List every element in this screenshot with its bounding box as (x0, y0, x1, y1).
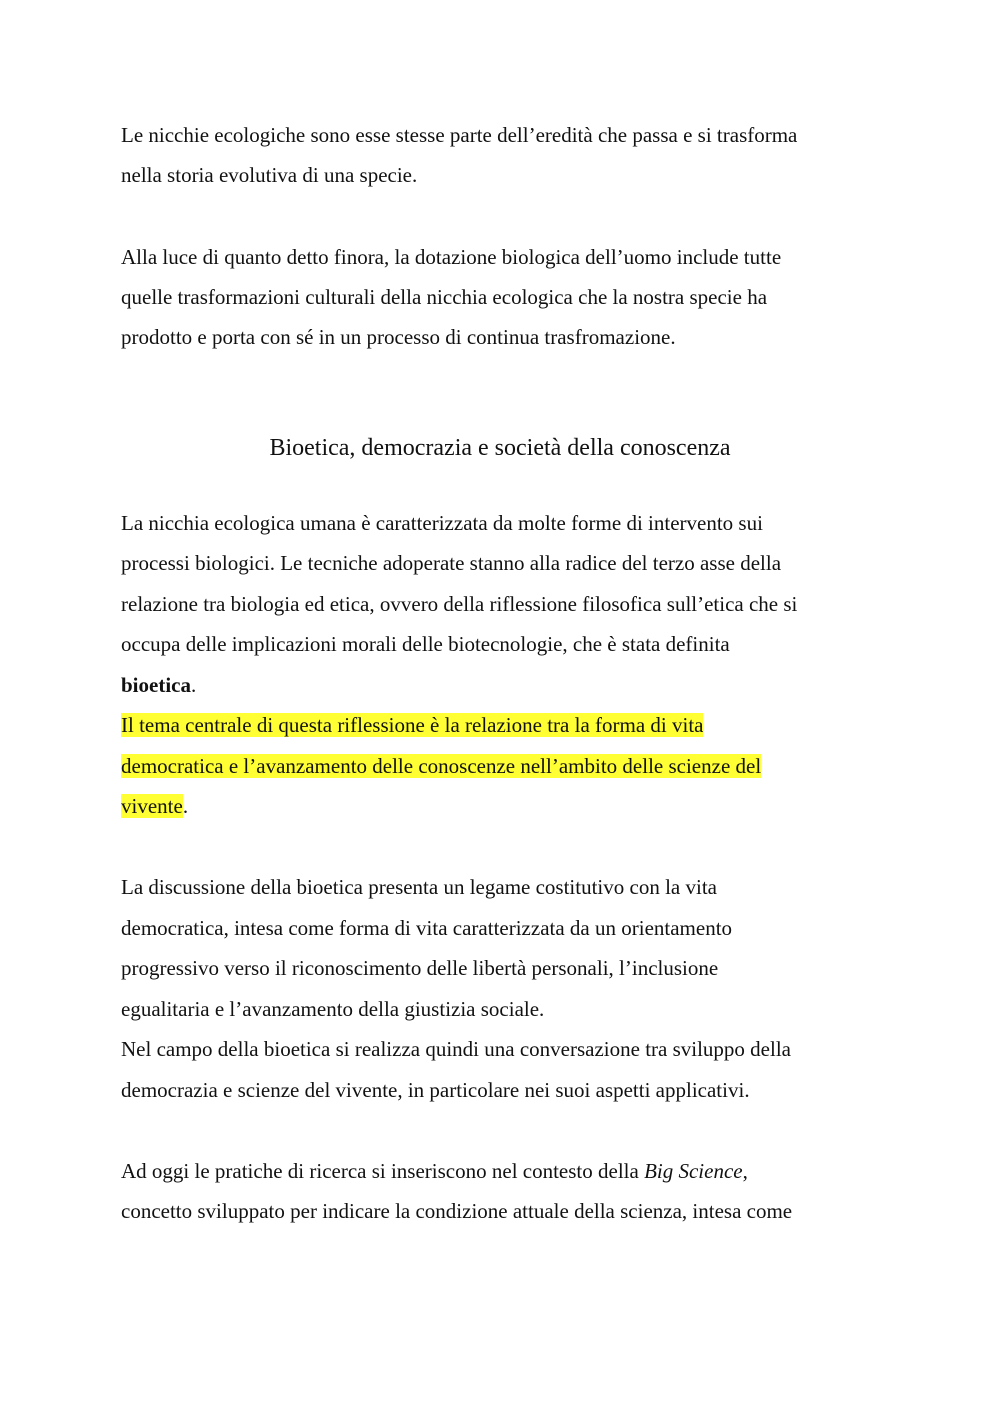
highlighted-text: vivente (121, 794, 183, 818)
paragraph-5-line-1: La discussione della bioetica presenta un legame costitutivo con la vita (121, 875, 717, 899)
paragraph-5-line-4: egualitaria e l’avanzamento della giustizia sociale. (121, 997, 545, 1021)
paragraph-1-line-1: Le nicchie ecologiche sono esse stesse parte dell’eredità che passa e si trasforma (121, 123, 798, 147)
paragraph-5-line-3: progressivo verso il riconoscimento delle libertà personali, l’inclusione (121, 956, 719, 980)
highlighted-line-2 (121, 753, 761, 779)
italic-term-big-science: Big Science (644, 1159, 743, 1183)
paragraph-2-line-1: Alla luce di quanto detto finora, la dotazione biologica dell’uomo include tutte (121, 245, 782, 269)
comma: , (742, 1159, 748, 1183)
section-heading: Bioetica, democrazia e società della conoscenza (269, 435, 731, 461)
paragraph-3-line-1: La nicchia ecologica umana è caratterizzata da molte forme di intervento sui (121, 511, 763, 535)
period: . (190, 673, 197, 697)
paragraph-6-line-1 (121, 1158, 748, 1184)
highlighted-line-1 (121, 712, 703, 738)
paragraph-2-line-2: quelle trasformazioni culturali della nicchia ecologica che la nostra specie ha (121, 285, 768, 309)
paragraph-5-line-5: Nel campo della bioetica si realizza quindi una conversazione tra sviluppo della (121, 1037, 791, 1061)
paragraph-1-line-2: nella storia evolutiva di una specie. (121, 163, 418, 187)
text-run: Ad oggi le pratiche di ricerca si inseriscono nel contesto della (121, 1159, 645, 1183)
paragraph-3-line-4: occupa delle implicazioni morali delle biotecnologie, che è stata definita (121, 632, 730, 656)
paragraph-5-line-2: democratica, intesa come forma di vita caratterizzata da un orientamento (121, 916, 733, 940)
highlighted-text: Il tema centrale di questa riflessione è la relazione tra la forma di vita (121, 713, 704, 737)
paragraph-6-line-2: concetto sviluppato per indicare la condizione attuale della scienza, intesa come (121, 1199, 793, 1223)
paragraph-3-line-5 (121, 672, 196, 698)
bold-term-bioetica: bioetica (121, 673, 191, 697)
highlighted-text: democratica e l’avanzamento delle conoscenze nell’ambito delle scienze del (121, 754, 762, 778)
period: . (182, 794, 189, 818)
paragraph-5-line-6: democrazia e scienze del vivente, in particolare nei suoi aspetti applicativi. (121, 1078, 750, 1102)
paragraph-2-line-3: prodotto e porta con sé in un processo di continua trasfromazione. (121, 325, 676, 349)
paragraph-3-line-2: processi biologici. Le tecniche adoperate stanno alla radice del terzo asse della (121, 551, 782, 575)
highlighted-line-3 (121, 793, 188, 819)
paragraph-3-line-3: relazione tra biologia ed etica, ovvero della riflessione filosofica sull’etica che si (121, 592, 798, 616)
